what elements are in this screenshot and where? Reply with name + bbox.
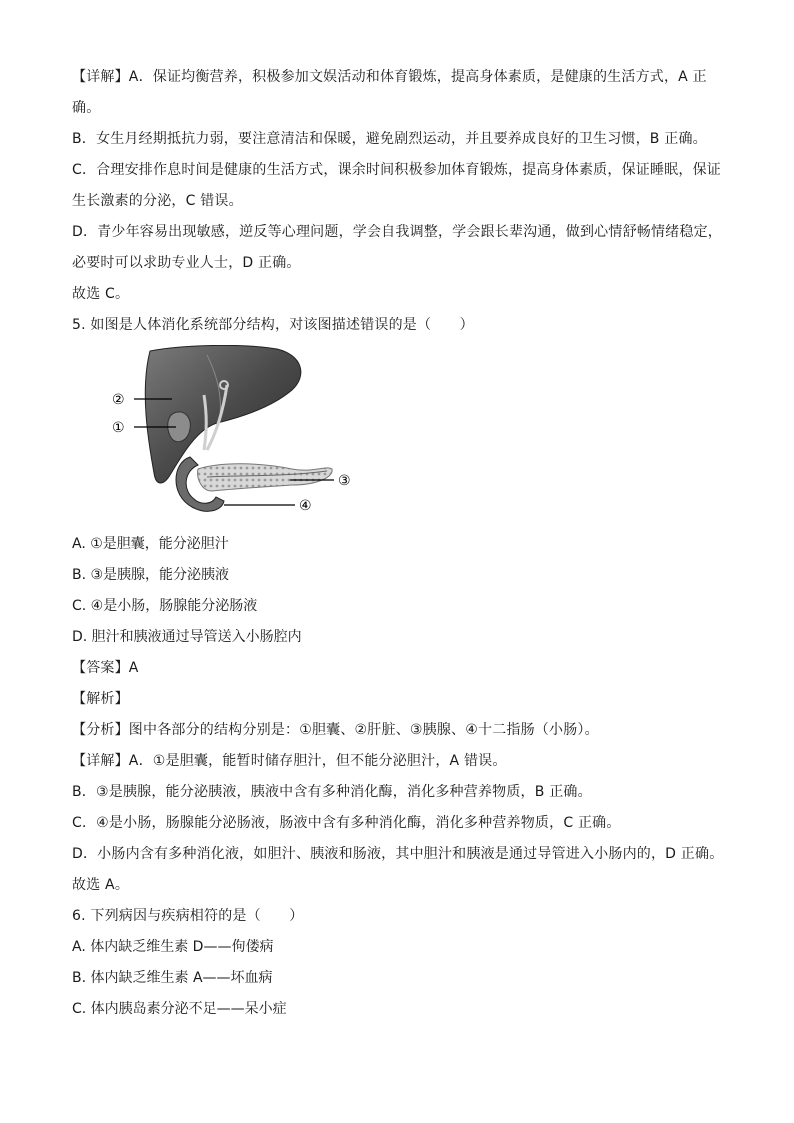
q5-option-b: B. ③是胰腺，能分泌胰液	[72, 567, 230, 583]
q6-option-c: C. 体内胰岛素分泌不足——呆小症	[72, 1001, 287, 1017]
q5-option-a: A. ①是胆囊，能分泌胆汁	[72, 536, 229, 552]
q4-detail-line: B．女生月经期抵抗力弱，要注意清洁和保暖，避免剧烈运动，并且要养成良好的卫生习惯，B 正确。	[72, 131, 707, 147]
q6-option-b: B. 体内缺乏维生素 A——坏血病	[72, 970, 273, 986]
q5-analysis-line: 【分析】图中各部分的结构分别是：①胆囊、②肝脏、③胰腺、④十二指肠（小肠）。	[72, 722, 599, 738]
q4-detail-line: 【详解】A．保证均衡营养，积极参加文娱活动和体育锻炼，提高身体素质，是健康的生活方式，A 正	[72, 69, 707, 85]
pancreas-shape	[198, 464, 333, 491]
label-4: ④	[299, 498, 312, 514]
label-3: ③	[338, 473, 351, 489]
q5-analysis-title: 【解析】	[72, 691, 129, 707]
q5-analysis-line: B．③是胰腺，能分泌胰液，胰液中含有多种消化酶，消化多种营养物质，B 正确。	[72, 784, 592, 800]
q4-detail-line: C．合理安排作息时间是健康的生活方式，课余时间积极参加体育锻炼，提高身体素质，保证睡眠，保证	[72, 162, 721, 178]
q5-answer: 【答案】A	[72, 660, 139, 676]
q4-detail-line: 确。	[72, 100, 101, 116]
q5-analysis-line: 【详解】A．①是胆囊，能暂时储存胆汁，但不能分泌胆汁，A 错误。	[72, 753, 507, 769]
q4-detail-line: D．青少年容易出现敏感，逆反等心理问题，学会自我调整，学会跟长辈沟通，做到心情舒畅情绪稳定，	[72, 224, 722, 240]
liver-shape	[145, 345, 301, 483]
q5-conclusion: 故选 A。	[72, 877, 130, 893]
q5-stem: 5. 如图是人体消化系统部分结构，对该图描述错误的是（ ）	[72, 317, 474, 333]
q4-detail-line: 必要时可以求助专业人士，D 正确。	[72, 255, 301, 271]
q5-option-d: D. 胆汁和胰液通过导管送入小肠腔内	[72, 629, 302, 645]
q6-stem: 6. 下列病因与疾病相符的是（ ）	[72, 908, 304, 924]
q4-conclusion: 故选 C。	[72, 286, 130, 302]
q5-analysis-line: D．小肠内含有多种消化液，如胆汁、胰液和肠液，其中胆汁和胰液是通过导管进入小肠内的，D 正确。	[72, 846, 724, 862]
label-1: ①	[112, 420, 125, 436]
label-2: ②	[112, 392, 125, 408]
digestive-system-figure	[72, 341, 722, 529]
q4-detail-line: 生长激素的分泌，C 错误。	[72, 193, 243, 209]
q6-option-a: A. 体内缺乏维生素 D——佝偻病	[72, 939, 274, 955]
q5-option-c: C. ④是小肠，肠腺能分泌肠液	[72, 598, 258, 614]
q5-analysis-line: C．④是小肠，肠腺能分泌肠液，肠液中含有多种消化酶，消化多种营养物质，C 正确。	[72, 815, 621, 831]
document-page	[72, 62, 722, 1025]
liver-pancreas-illustration	[112, 345, 362, 525]
